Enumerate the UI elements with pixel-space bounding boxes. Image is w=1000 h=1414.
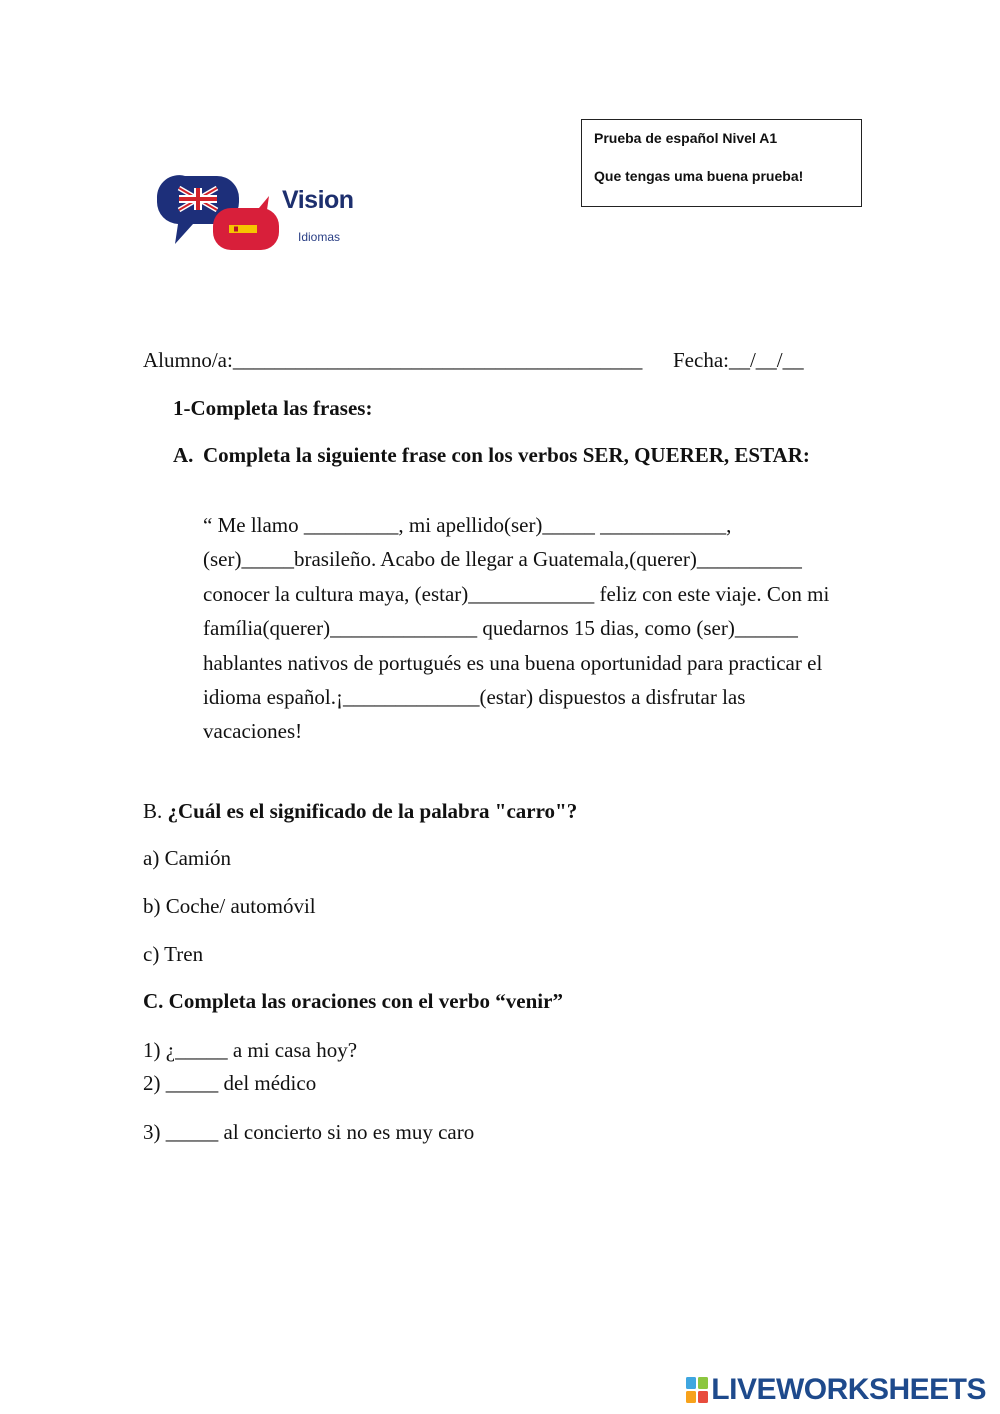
section-c-marker: C	[143, 989, 159, 1013]
paragraph-line[interactable]: “ Me llamo _________, mi apellido(ser)_____ ____________,	[203, 513, 732, 537]
liveworksheets-logo-icon	[686, 1377, 708, 1403]
paragraph-line[interactable]: (ser)_____brasileño. Acabo de llegar a Guatemala,(querer)__________	[203, 547, 802, 572]
liveworksheets-brand	[686, 1372, 986, 1408]
paragraph-line[interactable]: família(querer)______________ quedarnos 15 dias, como (ser)______	[203, 616, 798, 641]
date-field[interactable]: Fecha:__/__/__	[673, 348, 804, 372]
section-c-header	[143, 989, 563, 1013]
fill-in-paragraph	[203, 508, 863, 749]
paragraph-line[interactable]: conocer la cultura maya, (estar)____________ feliz con este viaje. Con mi	[203, 581, 830, 606]
option-b[interactable]: b) Coche/ automóvil	[143, 894, 316, 918]
paragraph-line: vacaciones!	[203, 719, 303, 744]
option-a[interactable]: a) Camión	[143, 846, 232, 870]
section-a-marker: A.	[173, 443, 194, 467]
test-info-box	[581, 119, 862, 207]
section-a-instruction: Completa la siguiente frase con los verbos SER, QUERER, ESTAR:	[203, 443, 810, 467]
liveworksheets-wordmark: LIVEWORKSHEETS	[711, 1373, 986, 1406]
section-1-title: 1-Completa las frases:	[173, 396, 373, 420]
paragraph-line[interactable]: idioma español.¡_____________(estar) dispuestos a disfrutar las	[203, 684, 746, 709]
section-c-instruction: . Completa las oraciones con el verbo “venir”	[158, 989, 563, 1013]
option-c[interactable]: c) Tren	[143, 942, 204, 966]
logo-subtitle: Idiomas	[298, 230, 341, 244]
paragraph-line: hablantes nativos de portugués es una buena oportunidad para practicar el	[203, 650, 823, 675]
venir-item-1[interactable]: 1) ¿_____ a mi casa hoy?	[143, 1038, 358, 1062]
test-greeting: Que tengas uma buena prueba!	[594, 168, 804, 184]
venir-item-3[interactable]: 3) _____ al concierto si no es muy caro	[143, 1120, 475, 1144]
test-level-title: Prueba de español Nivel A1	[594, 130, 778, 146]
section-b-header	[143, 799, 577, 823]
venir-item-2[interactable]: 2) _____ del médico	[143, 1071, 317, 1095]
student-name-field[interactable]: Alumno/a:_______________________________________	[143, 348, 643, 372]
section-b-question: ¿Cuál es el significado de la palabra "carro"?	[167, 799, 578, 823]
section-b-marker: B.	[143, 799, 163, 823]
logo-brand-name: Vision	[282, 186, 354, 214]
